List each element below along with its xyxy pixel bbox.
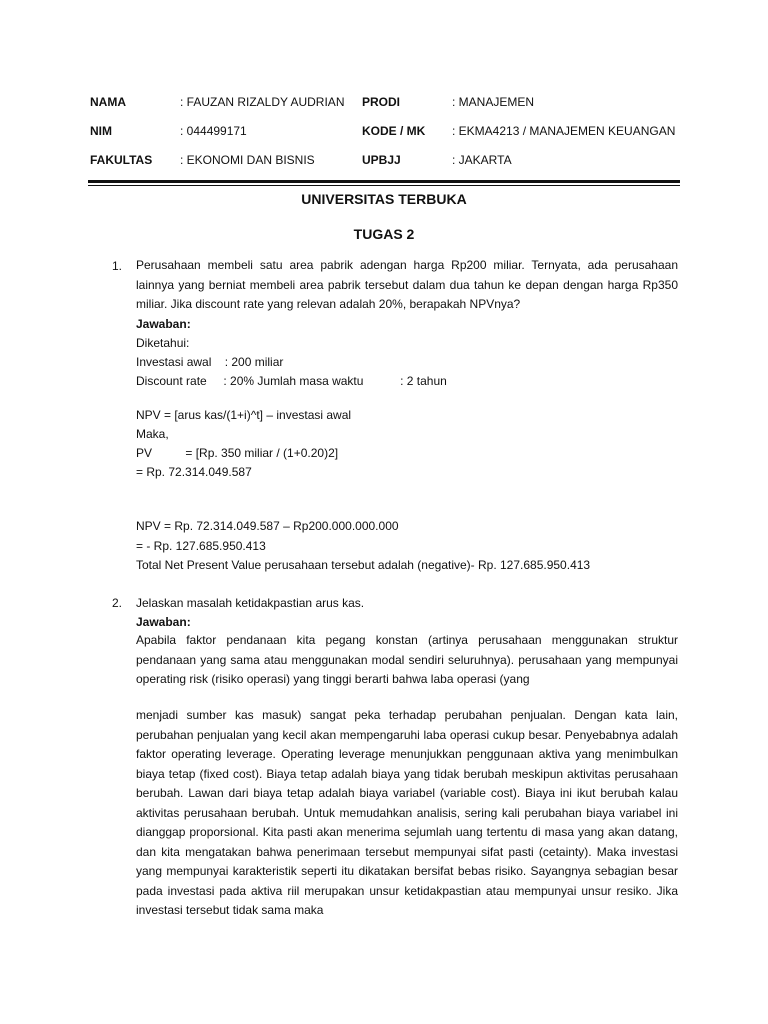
npv-calculation: NPV = Rp. 72.314.049.587 – Rp200.000.000.000 <box>136 519 399 533</box>
university-title: UNIVERSITAS TERBUKA <box>301 191 467 207</box>
value-prodi: : MANAJEMEN <box>452 95 535 109</box>
header-divider-thin <box>88 185 680 186</box>
answer-2-paragraph-2: menjadi sumber kas masuk) sangat peka terhadap perubahan penjualan. Dengan kata lain, perubahan penjualan yang kecil akan mempengaruhi laba operasi cukup besar. Penyebabnya adalah faktor operating leverage. Operating leverage menunjukkan penggunaan aktiva yang menimbulkan biaya tetap (fixed cost). Biaya tetap adalah biaya yang tidak berubah meskipun aktivitas perusahaan berubah. Lawan dari biaya tetap adalah biaya variabel (variable cost). Biaya ini ikut berubah kalau aktivitas perusahaan berubah. Untuk memudahkan analisis, sering kali perubahan biaya variabel ini dianggap proporsional. Kita pasti akan menerima sejumlah uang tertentu di masa yang akan datang, dan kita mengatakan bahwa penerimaan tersebut mempunyai sifat pasti (cetainty). Maka investasi yang mempunyai karakteristik seperti itu dikatakan bersifat bebas risiko. Sayangnya sebagian besar pada investasi pada aktiva riil merupakan unsur ketidakpastian atau mempunyai unsur resiko. Jika investasi tersebut tidak sama maka <box>136 708 678 917</box>
maka-line: Maka, <box>136 427 169 441</box>
npv-result: = - Rp. 127.685.950.413 <box>136 539 266 553</box>
answer-2-paragraph-1: Apabila faktor pendanaan kita pegang konstan (artinya perusahaan menggunakan struktur pendanaan yang sama atau menggunakan modal sendiri seluruhnya). perusahaan yang mempunyai operating risk (risiko operasi) yang tinggi berarti bahwa laba operasi (yang <box>136 633 678 686</box>
question-1-text: Perusahaan membeli satu area pabrik adengan harga Rp200 miliar. Ternyata, ada perusahaan lainnya yang berniat membeli area pabrik tersebut dalam dua tahun ke depan dengan harga Rp350 miliar. Jika discount rate yang relevan adalah 20%, berapakah NPVnya? <box>136 258 678 311</box>
answer-1-label: Jawaban: <box>136 317 191 331</box>
question-1-number: 1. <box>112 259 123 273</box>
question-2-number: 2. <box>112 596 123 610</box>
pv-calculation: PV = [Rp. 350 miliar / (1+0.20)2] <box>136 446 339 460</box>
answer-2-label: Jawaban: <box>136 615 191 629</box>
initial-investment: Investasi awal : 200 miliar <box>136 355 284 369</box>
value-upbjj: : JAKARTA <box>452 153 512 167</box>
label-fakultas: FAKULTAS <box>90 153 153 167</box>
value-nim: : 044499171 <box>180 124 247 138</box>
label-prodi: PRODI <box>362 95 401 109</box>
header-row-nim <box>0 124 768 144</box>
question-2-text: Jelaskan masalah ketidakpastian arus kas. <box>136 596 365 610</box>
header-divider-thick <box>88 180 680 183</box>
npv-formula: NPV = [arus kas/(1+i)^t] – investasi awal <box>136 408 352 422</box>
known-label: Diketahui: <box>136 336 190 350</box>
label-nama: NAMA <box>90 95 126 109</box>
label-nim: NIM <box>90 124 112 138</box>
value-fakultas: : EKONOMI DAN BISNIS <box>180 153 315 167</box>
assignment-title: TUGAS 2 <box>353 226 415 242</box>
discount-rate-line: Discount rate : 20% Jumlah masa waktu : 2 tahun <box>136 374 447 388</box>
value-kode-mk: : EKMA4213 / MANAJEMEN KEUANGAN <box>452 124 676 138</box>
npv-conclusion: Total Net Present Value perusahaan tersebut adalah (negative)- Rp. 127.685.950.413 <box>136 558 591 572</box>
header-row-fakultas <box>0 153 768 173</box>
header-row-nama <box>0 95 768 115</box>
value-nama: : FAUZAN RIZALDY AUDRIAN <box>180 95 345 109</box>
label-kode-mk: KODE / MK <box>362 124 426 138</box>
label-upbjj: UPBJJ <box>362 153 401 167</box>
pv-result: = Rp. 72.314.049.587 <box>136 465 252 479</box>
